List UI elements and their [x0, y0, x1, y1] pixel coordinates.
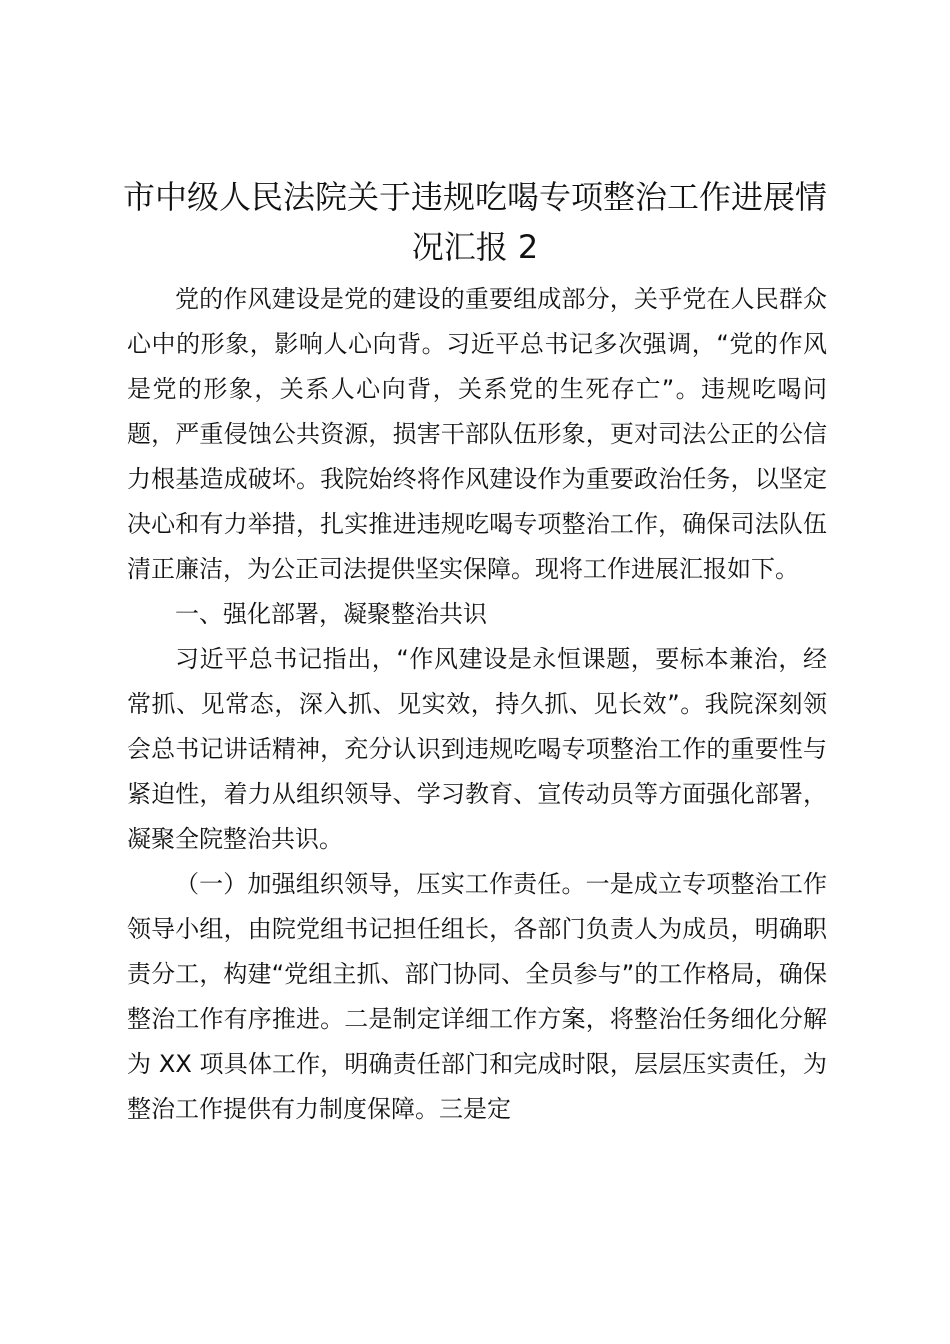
- document-body: [127, 277, 827, 1132]
- intro-paragraph: 党的作风建设是党的建设的重要组成部分，关乎党在人民群众心中的形象，影响人心向背。习近平总书记多次强调，“党的作风是党的形象，关系人心向背，关系党的生死存亡”。违规吃喝问题，严重侵蚀公共资源，损害干部队伍形象，更对司法公正的公信力根基造成破坏。我院始终将作风建设作为重要政治任务，以坚定决心和有力举措，扎实推进违规吃喝专项整治工作，确保司法队伍清正廉洁，为公正司法提供坚实保障。现将工作进展汇报如下。: [127, 285, 827, 583]
- document-title: 市中级人民法院关于违规吃喝专项整治工作进展情况汇报 2: [122, 178, 827, 266]
- section-heading: 一、强化部署，凝聚整治共识: [175, 600, 487, 628]
- section-paragraph: 习近平总书记指出，“作风建设是永恒课题，要标本兼治，经常抓、见常态，深入抓、见实效，持久抓、见长效”。我院深刻领会总书记讲话精神，充分认识到违规吃喝专项整治工作的重要性与紧迫性，着力从组织领导、学习教育、宣传动员等方面强化部署，凝聚全院整治共识。: [127, 645, 827, 853]
- subsection-paragraph: （一）加强组织领导，压实工作责任。一是成立专项整治工作领导小组，由院党组书记担任组长，各部门负责人为成员，明确职责分工，构建“党组主抓、部门协同、全员参与”的工作格局，确保整治工作有序推进。二是制定详细工作方案，将整治任务细化分解为 XX 项具体工作，明确责任部门和完成时限，层层压实责任，为整治工作提供有力制度保障。三是定: [127, 870, 827, 1123]
